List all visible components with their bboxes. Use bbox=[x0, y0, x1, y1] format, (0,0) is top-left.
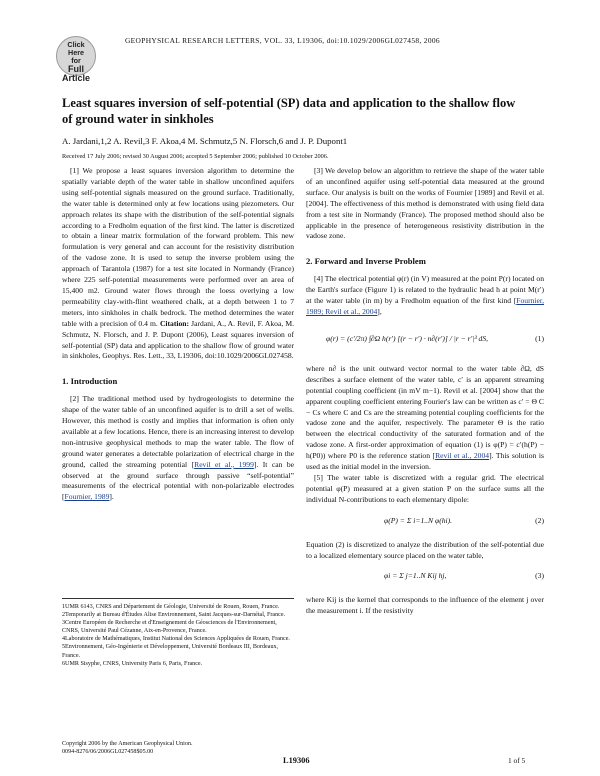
equation-body: φi = Σ j=1..N Kij hj, bbox=[384, 571, 447, 581]
paragraph bbox=[306, 364, 544, 473]
paragraph bbox=[306, 540, 544, 562]
abstract-text: We propose a least squares inversion algorithm to determine the spatially variable depth of the water table in shallow unconfined aquifers using self-potential signals measured on the ground surface. Traditionally, the water table is determined only at few locations using piezometers. Our approach relates its shape with the distribution of the self-potential signals according to a Fredholm equation of the first kind. The latter is discretized to obtain a linear matrix formulation of the forward problem. This new formulation is very general and can account for the resistivity distribution of the vadose zone. It is used to setup the inverse problem using the approach of Tarantola (1987) for a test site located in Normandy (France) where 225 self-potential measurements were performed over an area of 15,400 m2. Ground water flows through the loess overlying a low permeability clay-with-flint weathered chalk, at a depth between 1 to 7 meters, into sinkholes in chalk bedrock. The method determines the water table with a precision of 0.4 m. bbox=[62, 166, 294, 328]
article-title: Least squares inversion of self-potential (SP) data and application to the shallow flow of ground water in sinkholes bbox=[62, 96, 516, 126]
equation-body: φ(P) = Σ i=1..N φ(hi). bbox=[384, 515, 453, 525]
citation-label: Citation: bbox=[159, 318, 190, 328]
paragraph-marker: [1] bbox=[70, 166, 79, 175]
text: where n∂ is the unit outward vector normal to the water table ∂Ω, dS describes a surface element of the water table, c′ is an apparent streaming potential coupling coefficient (in mV m−1). Revil et al. [2004] show that the apparent coupling coefficient entering Fourier's law can be written as c′ = Θ C − Cs where C and Cs are the streaming potential coupling coefficients for the vadose zone and the aquifer, respectively. The parameter Θ is the ratio between the electrical conductivity of the saturated formation and of the vadose zone. A first-order approximation of equation (1) is φ(P) = c′(h(P) − h(P0)) where P0 is the reference station [ bbox=[306, 363, 544, 461]
text: ]. This solution is used as the initial model in the inversion. bbox=[306, 451, 544, 472]
badge-text: Article bbox=[61, 73, 90, 83]
text: ]. It can be observed at the ground surface through passive “self-potential” measurements of the electrical potential with non-polarizable electrodes [ bbox=[62, 459, 294, 502]
paragraph-marker: [3] bbox=[314, 166, 323, 175]
badge-text: for bbox=[71, 56, 81, 65]
text: Equation (2) is discretized to analyze the distribution of the self-potential due to a localized elementary source placed on the water table, bbox=[306, 539, 544, 560]
left-column bbox=[62, 166, 294, 503]
reference-link[interactable]: Revil et al., 2004 bbox=[435, 451, 490, 461]
footnote: 3Centre Européen de Recherche et d'Enseignement de Géosciences de l'Environnement, CNRS, Université Paul Cézanne, Aix-en-Provence, France. bbox=[62, 620, 277, 635]
copyright-line: Copyright 2006 by the American Geophysical Union. bbox=[62, 741, 193, 747]
footnote: 5Environnement, Géo-Ingénierie et Développement, Université Bordeaux III, Bordeaux, France. bbox=[62, 644, 279, 659]
section-heading: 1. Introduction bbox=[62, 376, 118, 387]
equation bbox=[306, 567, 544, 589]
reference-link[interactable]: Fournier, 1989 bbox=[64, 492, 110, 502]
received-dates: Received 17 July 2006; revised 30 August 2006; accepted 5 September 2006; published 10 October 2006. bbox=[62, 153, 329, 160]
paragraph bbox=[62, 394, 294, 503]
author-list: A. Jardani,1,2 A. Revil,3 F. Akoa,4 M. Schmutz,5 N. Florsch,6 and J. P. Dupont1 bbox=[62, 136, 348, 146]
copyright-line: 0094-8276/06/2006GL027458$05.00 bbox=[62, 748, 154, 755]
page-id: L19306 bbox=[283, 756, 310, 765]
badge-text: Full bbox=[68, 64, 84, 74]
footnote: 6UMR Sisyphe, CNRS, University Paris 6, Paris, France. bbox=[62, 660, 203, 667]
badge-text: Here bbox=[68, 48, 84, 57]
citation-text: Jardani, A., A. Revil, F. Akoa, M. Schmutz, N. Florsch, and J. P. Dupont (2006), Least squares inversion of self-potential (SP) data and application to the shallow flow of ground water in sinkholes, Geophys. Res. Lett., 33, L19306, doi:10.1029/2006GL027458. bbox=[62, 318, 294, 361]
paragraph bbox=[306, 473, 544, 506]
abstract bbox=[62, 166, 294, 362]
text: The electrical potential φ(r) (in V) measured at the point P(r) located on the Earth's surface (Figure 1) is related to the hydraulic head h at point M(r′) at the water table (in m) by a Fredholm equation of the first kind [ bbox=[306, 274, 544, 306]
footnote: 1UMR 6143, CNRS and Département de Géologie, Université de Rouen, Rouen, France. bbox=[62, 604, 280, 610]
footnote: 2Temporarily at Bureau d'Études Alise Environnement, Saint Jacques-sur-Darnétal, France. bbox=[62, 612, 286, 619]
reference-link[interactable]: Revil et al., 1999 bbox=[194, 459, 254, 469]
paragraph bbox=[306, 595, 544, 617]
footnotes bbox=[62, 598, 294, 668]
right-column bbox=[306, 166, 544, 617]
text: The water table is discretized with a regular grid. The electrical potential φ(P) measured at a given station P on the surface sums all the individual N-contributions to each elementary dipole: bbox=[306, 472, 544, 504]
journal-header: GEOPHYSICAL RESEARCH LETTERS, VOL. 33, L19306, doi:10.1029/2006GL027458, 2006 bbox=[125, 36, 440, 45]
equation bbox=[306, 512, 544, 534]
text: where Kij is the kernel that corresponds to the influence of the element j over the measurement i. If the resistivity bbox=[306, 595, 544, 616]
equation-number: (3) bbox=[535, 571, 544, 581]
paragraph bbox=[306, 166, 544, 242]
equation-number: (2) bbox=[535, 515, 544, 525]
paragraph bbox=[306, 274, 544, 318]
paragraph-marker: [5] bbox=[314, 472, 323, 482]
badge-text: Click bbox=[67, 40, 85, 49]
paragraph-marker: [2] bbox=[70, 394, 79, 404]
text: ]. bbox=[109, 492, 114, 502]
equation-body: φ(r) = (c′/2π) ∫∂Ω h(r′) [(r − r′) · n∂(r′)] / |r − r′|³ dS, bbox=[326, 333, 489, 343]
equation-number: (1) bbox=[535, 333, 544, 343]
text: We develop below an algorithm to retrieve the shape of the water table of an unconfined aquifer using self-potential data measured at the ground surface. Our analysis is built on the works of Fournier [1989] and Revil et al. [2004]. The effectiveness of this method is demonstrated with using field data from a test site in Normandy (France). The proposed method should also be applicable in the presence of heterogeneous resistivity distribution in the vadose zone. bbox=[306, 166, 544, 241]
copyright bbox=[62, 741, 294, 757]
page-number: 1 of 5 bbox=[508, 756, 526, 765]
reference-link[interactable]: Fournier, 1989; Revil et al., 2004 bbox=[306, 296, 544, 316]
paragraph-marker: [4] bbox=[314, 274, 323, 284]
text: The traditional method used by hydrogeologists to determine the shape of the water table of an unconfined aquifer is to drill a set of wells. However, this method is costly and implies that information is often only available at a few locations. Hence, there is an increasing interest to develop non-intrusive geophysical methods to map the water table. The flow of ground water generates a detectable polarization of electrical charge in the ground, called the streaming potential [ bbox=[62, 394, 294, 469]
footnote: 4Laboratoire de Mathématiques, Institut National des Sciences Appliquées de Rouen, France. bbox=[62, 636, 290, 643]
full-article-link[interactable] bbox=[56, 36, 96, 83]
equation bbox=[306, 324, 544, 358]
text: ], bbox=[377, 306, 382, 316]
section-heading: 2. Forward and Inverse Problem bbox=[306, 256, 426, 267]
